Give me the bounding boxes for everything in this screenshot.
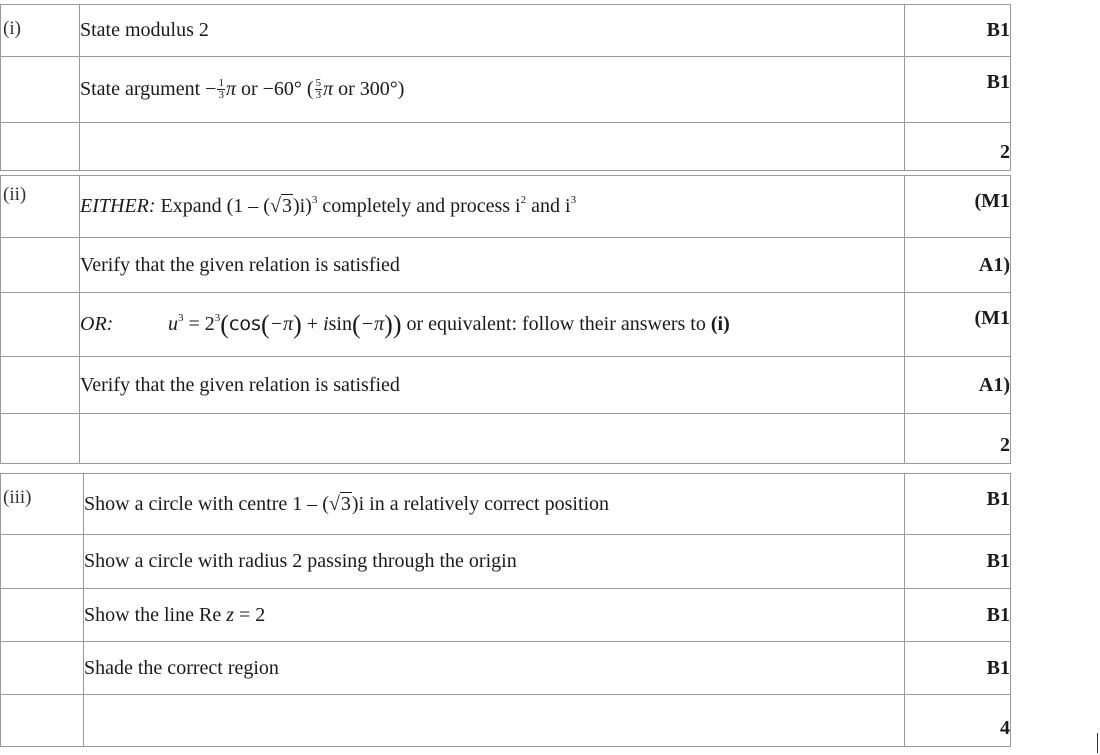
table-row (1, 238, 1011, 293)
mark-cell: B1 (905, 535, 1011, 589)
row-text: OR: $u^3 = 2^3(\cos(-\pi) + isin(-\pi))$ or equivalent: follow their answers to (i) (80, 293, 905, 357)
square-root: √3 (269, 195, 292, 217)
row-text: Show the line Re z = 2 (84, 589, 905, 642)
total-mark-cell: 2 (905, 123, 1011, 171)
row-text: Verify that the given relation is satisfied (80, 238, 905, 293)
mark-cell: (M1 (905, 293, 1011, 357)
total-mark-cell: 4 (905, 695, 1011, 747)
mark-scheme-table-i (0, 4, 1011, 171)
table-row (1, 123, 1011, 171)
fraction: $\frac{5}{3}$ (315, 77, 322, 102)
part-label-iii: (iii) (3, 487, 32, 508)
text-cursor (1097, 733, 1098, 753)
table-row (1, 293, 1011, 357)
table-row (1, 589, 1011, 642)
mark-cell: A1) (905, 238, 1011, 293)
mark-cell: A1) (905, 357, 1011, 414)
mark-cell: B1 (905, 57, 1011, 123)
mark-cell: B1 (905, 5, 1011, 57)
table-row (1, 357, 1011, 414)
row-text: Shade the correct region (84, 642, 905, 695)
table-row (1, 695, 1011, 747)
mark-cell: B1 (905, 642, 1011, 695)
table-row (1, 474, 1011, 535)
square-root: √3 (328, 492, 351, 515)
mark-scheme-table-ii (0, 175, 1011, 464)
fraction: $\frac{1}{3}$ (218, 77, 224, 102)
row-text: EITHER: Expand (1 – (√3)i)$^3$ completely and process $i^2$ and $i^3$ (80, 176, 905, 238)
table-row (1, 57, 1011, 123)
part-label-ii: (ii) (3, 184, 27, 205)
mark-cell: (M1 (905, 176, 1011, 238)
row-text: Show a circle with radius 2 passing through the origin (84, 535, 905, 589)
mark-scheme-table-iii (0, 473, 1011, 747)
table-row (1, 176, 1011, 238)
mark-cell: B1 (905, 474, 1011, 535)
table-row (1, 535, 1011, 589)
row-text: State argument − $\frac{1}{3}$ π or −60° ( $\frac{5}{3}$ π or 300°) (80, 57, 905, 123)
row-text: Show a circle with centre 1 – (√3)i in a relatively correct position (84, 474, 905, 535)
table-row (1, 5, 1011, 57)
mark-cell: B1 (905, 589, 1011, 642)
row-text: Verify that the given relation is satisfied (80, 357, 905, 414)
table-row (1, 642, 1011, 695)
total-mark-cell: 2 (905, 414, 1011, 464)
row-text: State modulus 2 (80, 5, 905, 57)
table-row (1, 414, 1011, 464)
part-label-i: (i) (3, 18, 21, 39)
